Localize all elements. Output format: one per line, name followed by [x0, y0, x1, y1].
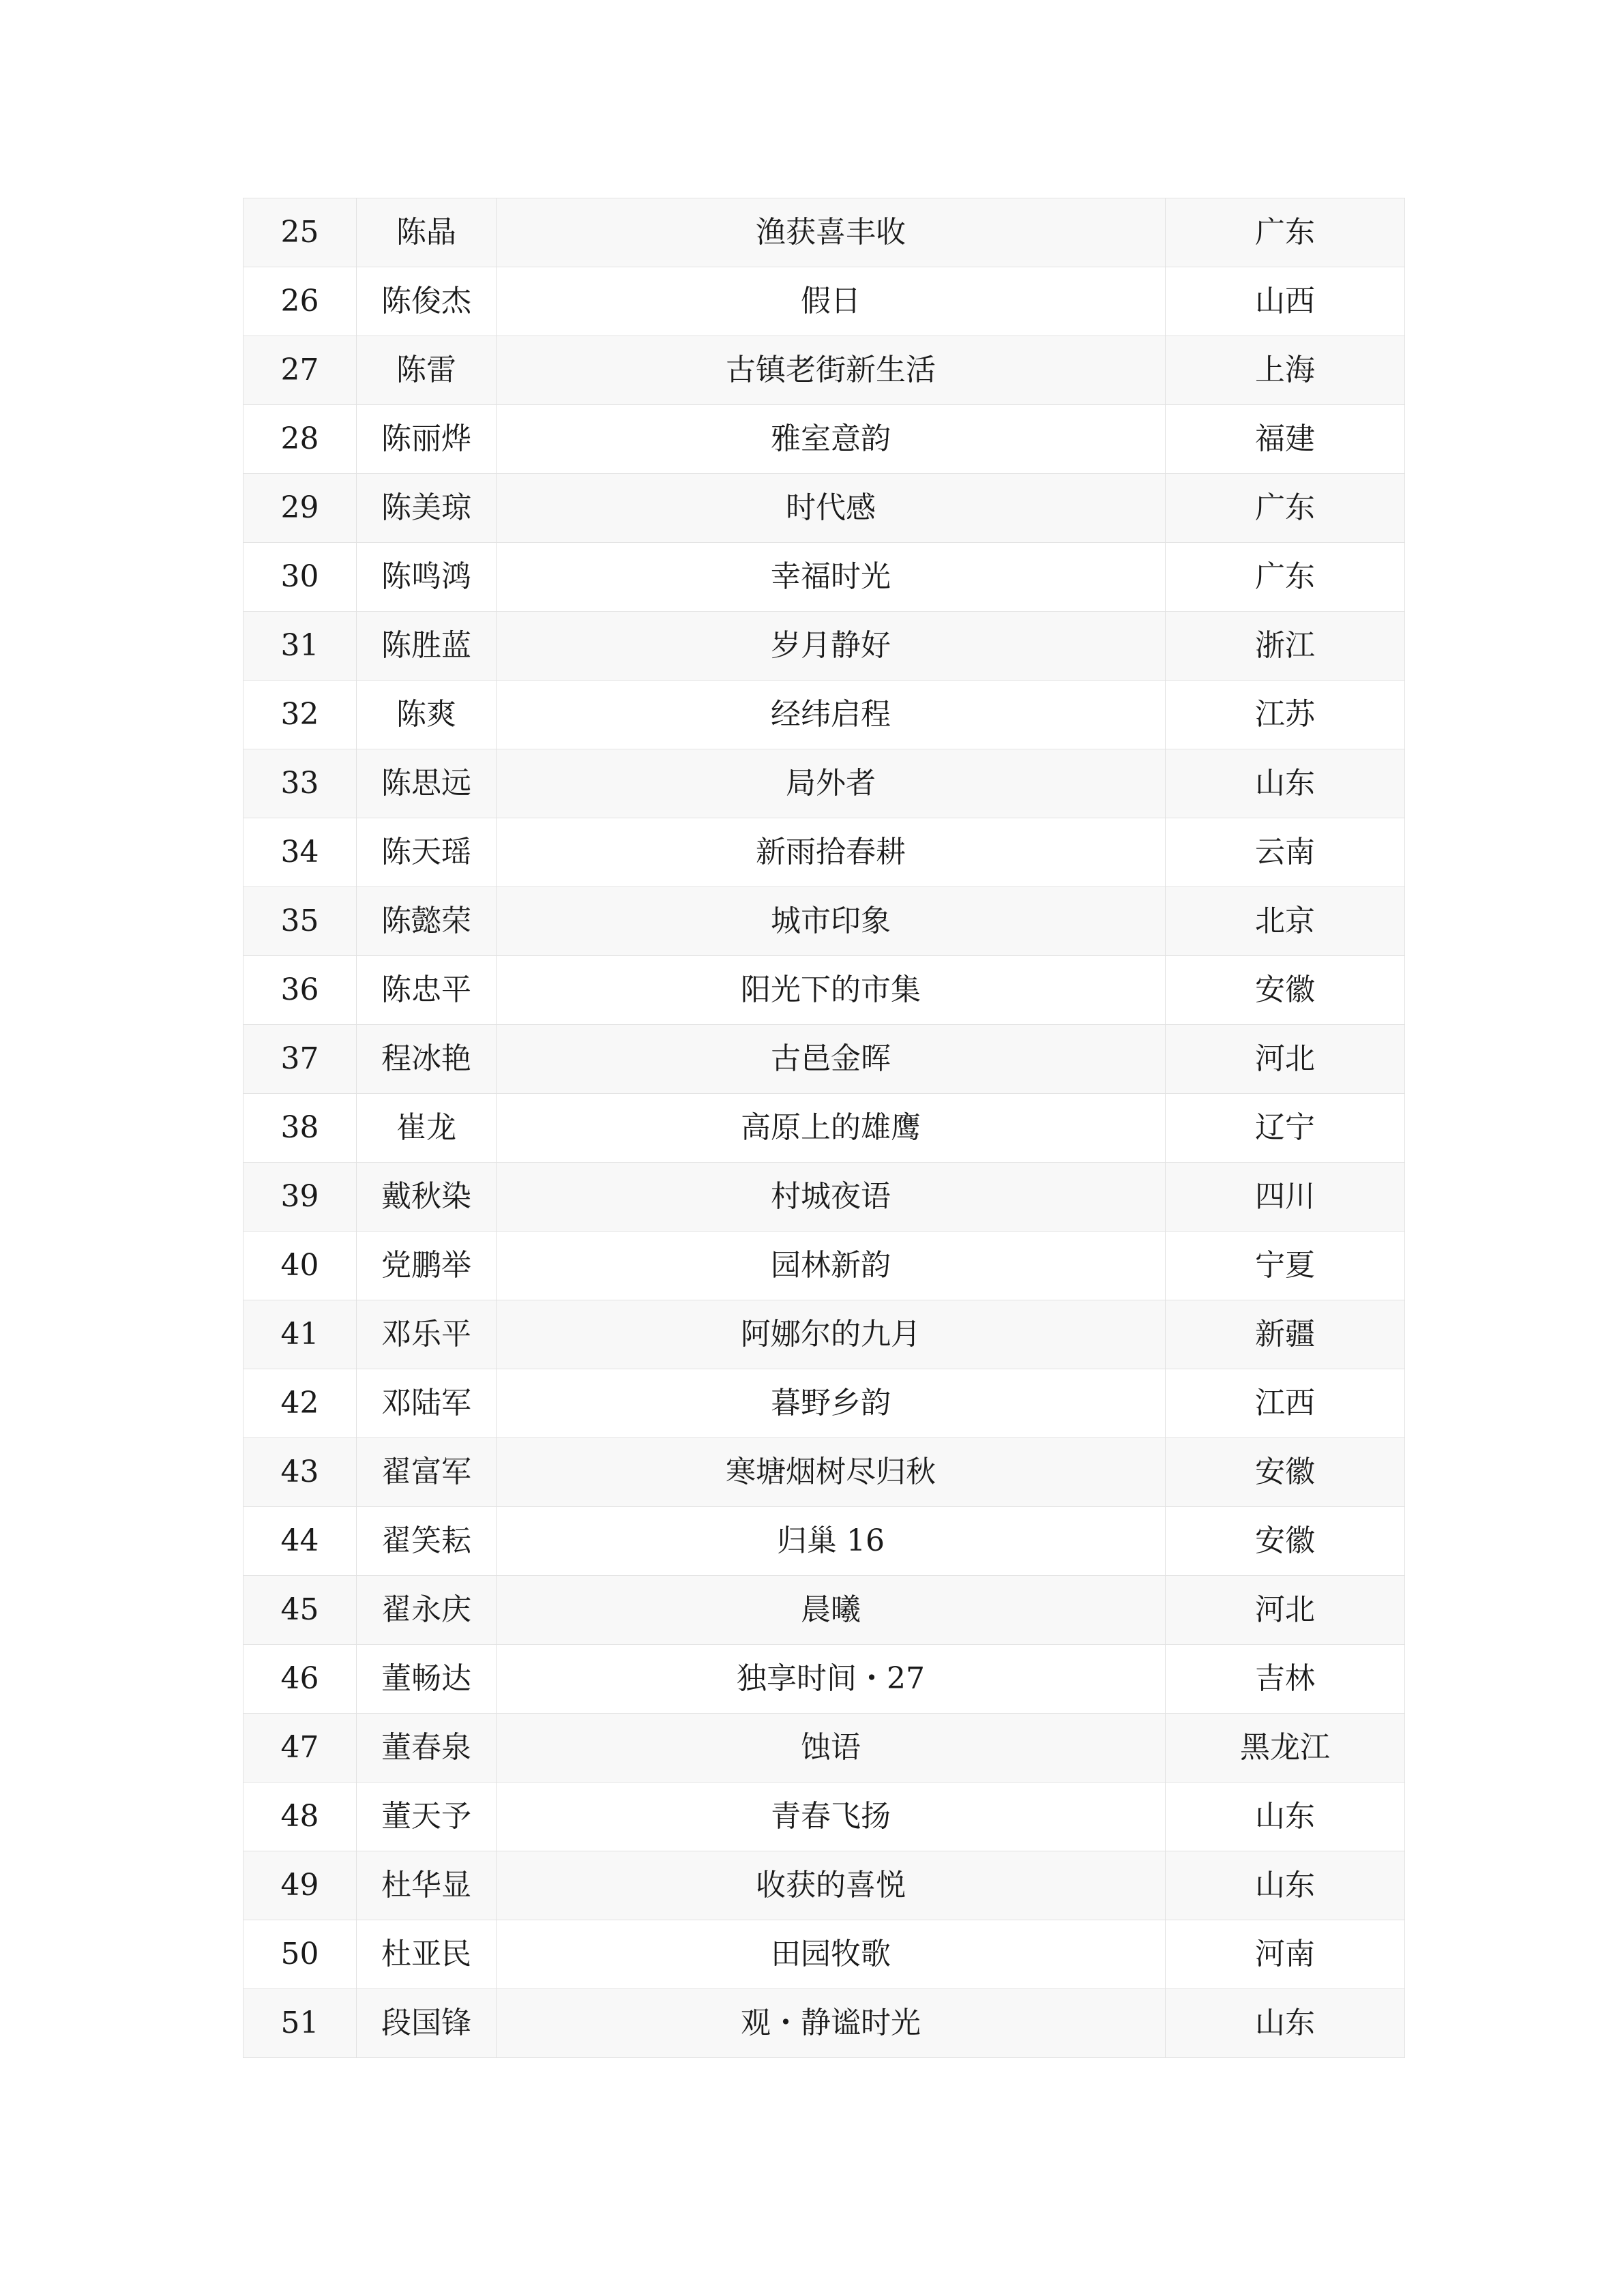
author-name-cell: 戴秋染 [357, 1163, 497, 1232]
author-name-cell: 杜亚民 [357, 1920, 497, 1989]
work-title-cell: 独享时间・27 [497, 1645, 1166, 1714]
table-row [243, 612, 1405, 681]
table-row [243, 1300, 1405, 1369]
province-cell: 山西 [1166, 267, 1405, 336]
author-name-cell: 党鹏举 [357, 1232, 497, 1300]
work-title-cell: 岁月静好 [497, 612, 1166, 681]
row-number-cell: 29 [243, 474, 357, 543]
table-row [243, 1025, 1405, 1094]
table-row [243, 956, 1405, 1025]
province-cell: 广东 [1166, 543, 1405, 612]
table-row [243, 474, 1405, 543]
province-cell: 上海 [1166, 336, 1405, 405]
row-number-cell: 49 [243, 1851, 357, 1920]
author-name-cell: 翟永庆 [357, 1576, 497, 1645]
row-number-cell: 25 [243, 198, 357, 267]
work-title-cell: 幸福时光 [497, 543, 1166, 612]
row-number-cell: 43 [243, 1438, 357, 1507]
row-number-cell: 27 [243, 336, 357, 405]
author-name-cell: 邓乐平 [357, 1300, 497, 1369]
province-cell: 安徽 [1166, 1507, 1405, 1576]
work-title-cell: 城市印象 [497, 887, 1166, 956]
province-cell: 云南 [1166, 818, 1405, 887]
row-number-cell: 28 [243, 405, 357, 474]
author-name-cell: 程冰艳 [357, 1025, 497, 1094]
author-name-cell: 邓陆军 [357, 1369, 497, 1438]
table-row [243, 405, 1405, 474]
work-title-cell: 阿娜尔的九月 [497, 1300, 1166, 1369]
row-number-cell: 31 [243, 612, 357, 681]
author-name-cell: 陈忠平 [357, 956, 497, 1025]
author-name-cell: 翟富军 [357, 1438, 497, 1507]
table-row [243, 1163, 1405, 1232]
author-name-cell: 陈天瑶 [357, 818, 497, 887]
row-number-cell: 50 [243, 1920, 357, 1989]
work-title-cell: 新雨拾春耕 [497, 818, 1166, 887]
row-number-cell: 33 [243, 749, 357, 818]
work-title-cell: 观・静谧时光 [497, 1989, 1166, 2058]
province-cell: 山东 [1166, 1989, 1405, 2058]
province-cell: 江西 [1166, 1369, 1405, 1438]
table-row [243, 1438, 1405, 1507]
author-name-cell: 陈鸣鸿 [357, 543, 497, 612]
province-cell: 河南 [1166, 1920, 1405, 1989]
author-name-cell: 陈懿荣 [357, 887, 497, 956]
author-name-cell: 段国锋 [357, 1989, 497, 2058]
table-row [243, 1989, 1405, 2058]
work-title-cell: 时代感 [497, 474, 1166, 543]
author-name-cell: 翟笑耘 [357, 1507, 497, 1576]
author-name-cell: 陈美琼 [357, 474, 497, 543]
table-row [243, 887, 1405, 956]
table-row [243, 1094, 1405, 1163]
work-title-cell: 晨曦 [497, 1576, 1166, 1645]
row-number-cell: 44 [243, 1507, 357, 1576]
province-cell: 四川 [1166, 1163, 1405, 1232]
table-row [243, 1920, 1405, 1989]
author-name-cell: 董天予 [357, 1783, 497, 1851]
province-cell: 河北 [1166, 1576, 1405, 1645]
province-cell: 安徽 [1166, 956, 1405, 1025]
province-cell: 广东 [1166, 474, 1405, 543]
row-number-cell: 34 [243, 818, 357, 887]
row-number-cell: 48 [243, 1783, 357, 1851]
table-row [243, 543, 1405, 612]
work-title-cell: 高原上的雄鹰 [497, 1094, 1166, 1163]
row-number-cell: 40 [243, 1232, 357, 1300]
row-number-cell: 46 [243, 1645, 357, 1714]
table-row [243, 1783, 1405, 1851]
province-cell: 山东 [1166, 749, 1405, 818]
province-cell: 安徽 [1166, 1438, 1405, 1507]
province-cell: 浙江 [1166, 612, 1405, 681]
row-number-cell: 35 [243, 887, 357, 956]
row-number-cell: 32 [243, 681, 357, 749]
table-row [243, 198, 1405, 267]
author-name-cell: 陈思远 [357, 749, 497, 818]
province-cell: 北京 [1166, 887, 1405, 956]
work-title-cell: 蚀语 [497, 1714, 1166, 1783]
author-name-cell: 杜华显 [357, 1851, 497, 1920]
row-number-cell: 36 [243, 956, 357, 1025]
work-title-cell: 园林新韵 [497, 1232, 1166, 1300]
work-title-cell: 青春飞扬 [497, 1783, 1166, 1851]
row-number-cell: 42 [243, 1369, 357, 1438]
province-cell: 宁夏 [1166, 1232, 1405, 1300]
table-row [243, 681, 1405, 749]
work-title-cell: 收获的喜悦 [497, 1851, 1166, 1920]
work-title-cell: 假日 [497, 267, 1166, 336]
work-title-cell: 田园牧歌 [497, 1920, 1166, 1989]
author-name-cell: 崔龙 [357, 1094, 497, 1163]
row-number-cell: 41 [243, 1300, 357, 1369]
table-row [243, 1507, 1405, 1576]
work-title-cell: 寒塘烟树尽归秋 [497, 1438, 1166, 1507]
row-number-cell: 38 [243, 1094, 357, 1163]
author-name-cell: 陈俊杰 [357, 267, 497, 336]
province-cell: 新疆 [1166, 1300, 1405, 1369]
row-number-cell: 30 [243, 543, 357, 612]
work-title-cell: 古邑金晖 [497, 1025, 1166, 1094]
province-cell: 辽宁 [1166, 1094, 1405, 1163]
row-number-cell: 45 [243, 1576, 357, 1645]
row-number-cell: 26 [243, 267, 357, 336]
author-name-cell: 董春泉 [357, 1714, 497, 1783]
row-number-cell: 39 [243, 1163, 357, 1232]
row-number-cell: 47 [243, 1714, 357, 1783]
table-row [243, 1232, 1405, 1300]
province-cell: 山东 [1166, 1783, 1405, 1851]
work-title-cell: 村城夜语 [497, 1163, 1166, 1232]
province-cell: 河北 [1166, 1025, 1405, 1094]
author-name-cell: 陈雷 [357, 336, 497, 405]
table-row [243, 267, 1405, 336]
table-row [243, 336, 1405, 405]
table-row [243, 1369, 1405, 1438]
province-cell: 黑龙江 [1166, 1714, 1405, 1783]
author-name-cell: 陈晶 [357, 198, 497, 267]
province-cell: 广东 [1166, 198, 1405, 267]
table-row [243, 749, 1405, 818]
row-number-cell: 37 [243, 1025, 357, 1094]
work-title-cell: 归巢 16 [497, 1507, 1166, 1576]
author-name-cell: 陈胜蓝 [357, 612, 497, 681]
author-name-cell: 陈爽 [357, 681, 497, 749]
province-cell: 山东 [1166, 1851, 1405, 1920]
roster-table-body [243, 198, 1405, 2058]
work-title-cell: 渔获喜丰收 [497, 198, 1166, 267]
work-title-cell: 局外者 [497, 749, 1166, 818]
row-number-cell: 51 [243, 1989, 357, 2058]
province-cell: 福建 [1166, 405, 1405, 474]
work-title-cell: 雅室意韵 [497, 405, 1166, 474]
province-cell: 江苏 [1166, 681, 1405, 749]
work-title-cell: 暮野乡韵 [497, 1369, 1166, 1438]
author-name-cell: 陈丽烨 [357, 405, 497, 474]
table-row [243, 1851, 1405, 1920]
work-title-cell: 古镇老街新生活 [497, 336, 1166, 405]
author-name-cell: 董畅达 [357, 1645, 497, 1714]
table-row [243, 818, 1405, 887]
table-row [243, 1645, 1405, 1714]
roster-table-container [243, 198, 1404, 2058]
province-cell: 吉林 [1166, 1645, 1405, 1714]
roster-table [243, 198, 1405, 2058]
table-row [243, 1576, 1405, 1645]
work-title-cell: 经纬启程 [497, 681, 1166, 749]
work-title-cell: 阳光下的市集 [497, 956, 1166, 1025]
table-row [243, 1714, 1405, 1783]
